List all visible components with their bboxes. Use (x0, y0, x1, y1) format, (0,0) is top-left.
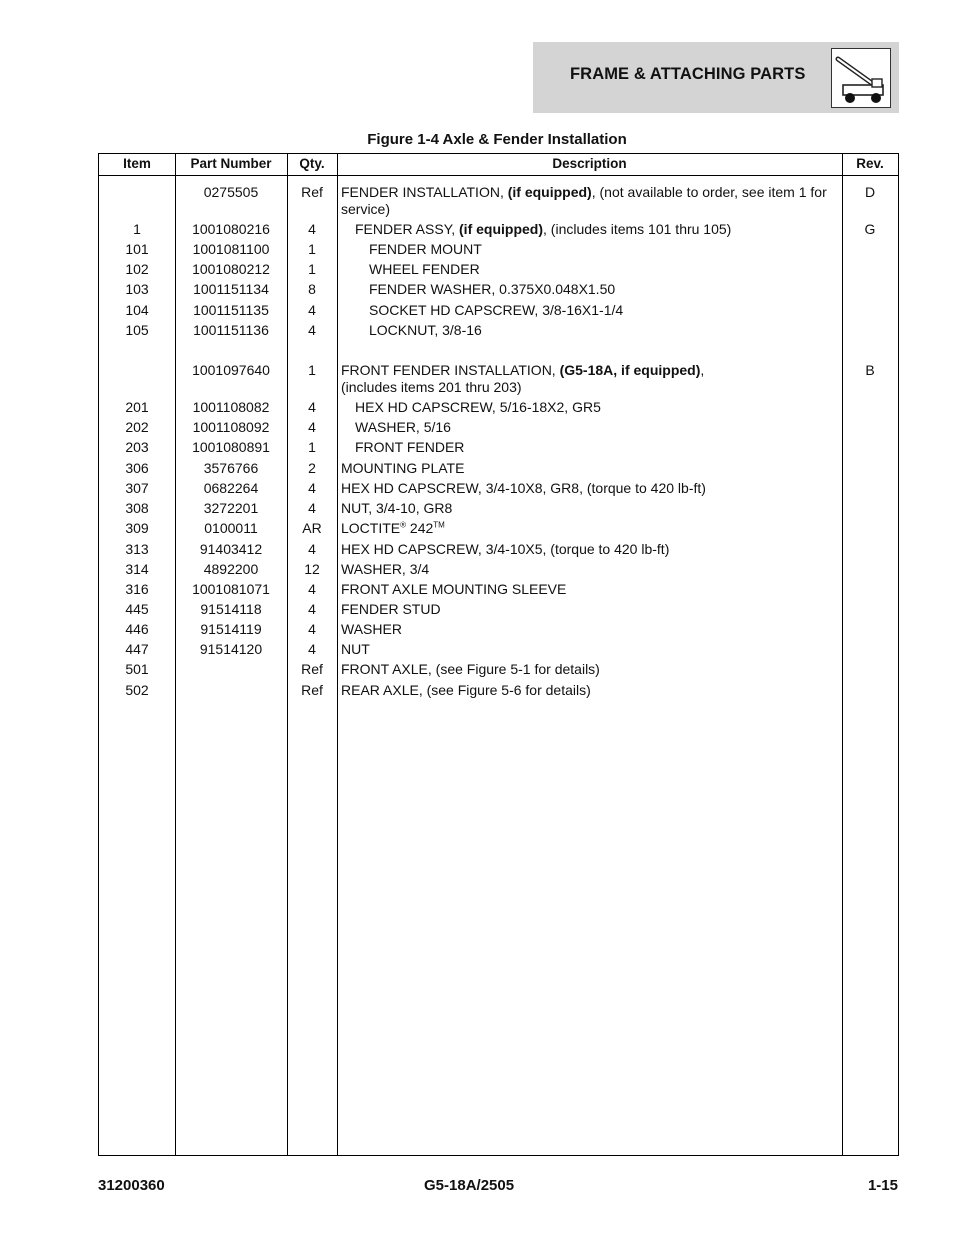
quantity: 1 (308, 261, 316, 277)
quantity: 4 (308, 581, 316, 597)
part-number: 1001108082 (192, 399, 270, 415)
part-number: 1001151136 (193, 322, 269, 338)
description-segment: SOCKET HD CAPSCREW, 3/8-16X1-1/4 (369, 302, 624, 318)
section-title: FRAME & ATTACHING PARTS (570, 65, 806, 83)
part-description (341, 541, 837, 558)
part-description (341, 641, 837, 658)
col-header-qty: Qty. (299, 156, 325, 171)
part-description (341, 439, 837, 456)
part-number: 1001081100 (192, 241, 270, 257)
description-segment: (if equipped) (459, 221, 544, 237)
part-number: 1001097640 (192, 362, 270, 378)
quantity: 4 (308, 322, 316, 338)
description-segment: , (includes items 101 thru 105) (543, 221, 732, 237)
quantity: 4 (308, 601, 316, 617)
part-number: 0682264 (203, 480, 259, 496)
part-description (341, 261, 837, 278)
description-segment: FRONT FENDER (355, 439, 465, 455)
part-number: 0100011 (204, 520, 258, 536)
description-segment: FRONT FENDER INSTALLATION, (341, 362, 560, 378)
item-number: 105 (125, 322, 149, 338)
quantity: Ref (301, 184, 323, 200)
item-number: 104 (125, 302, 149, 318)
part-number: 91514118 (200, 601, 262, 617)
part-number: 91514119 (200, 621, 262, 637)
description-segment: LOCTITE (341, 520, 401, 536)
column-divider (337, 154, 338, 1155)
description-segment: HEX HD CAPSCREW, 3/4-10X5, (torque to 420 lb-ft) (341, 541, 670, 557)
description-segment: FENDER INSTALLATION, (341, 184, 508, 200)
quantity: Ref (301, 682, 323, 698)
item-number: 1 (133, 221, 141, 237)
footer-page-number: 1-15 (867, 1177, 898, 1194)
aerial-lift-machine-icon (831, 48, 891, 108)
part-description (341, 362, 837, 396)
item-number: 308 (125, 500, 149, 516)
quantity: 1 (308, 241, 316, 257)
part-number: 91403412 (199, 541, 263, 557)
col-header-item: Item (123, 156, 151, 171)
description-segment: WASHER, 5/16 (355, 419, 451, 435)
part-description (341, 561, 837, 578)
quantity: Ref (301, 661, 323, 677)
part-number: 1001081071 (192, 581, 270, 597)
part-description (341, 184, 837, 218)
description-segment: TM (433, 520, 445, 530)
item-number: 446 (125, 621, 149, 637)
column-divider (842, 154, 843, 1155)
part-description (341, 581, 837, 598)
part-number: 91514120 (199, 641, 263, 657)
part-description (341, 621, 837, 638)
item-number: 306 (125, 460, 149, 476)
revision: D (864, 184, 876, 200)
description-segment: HEX HD CAPSCREW, 5/16-18X2, GR5 (355, 399, 601, 415)
part-number: 3576766 (203, 460, 259, 476)
item-number: 307 (125, 480, 149, 496)
quantity: 4 (308, 480, 316, 496)
part-description (341, 601, 837, 618)
col-header-part-number: Part Number (190, 156, 272, 171)
description-segment: ® (400, 520, 407, 530)
figure-title: Figure 1-4 Axle & Fender Installation (367, 131, 627, 148)
quantity: 4 (308, 221, 316, 237)
part-description (341, 399, 837, 416)
part-description (341, 500, 837, 517)
col-header-description: Description (552, 156, 627, 171)
description-segment: , (700, 362, 705, 378)
item-number: 201 (125, 399, 149, 415)
part-description (341, 460, 837, 477)
quantity: 1 (308, 439, 316, 455)
part-description (341, 520, 837, 537)
item-number: 445 (125, 601, 149, 617)
description-segment: HEX HD CAPSCREW, 3/4-10X8, GR8, (torque to 420 lb-ft) (341, 480, 706, 496)
part-number: 1001080212 (192, 261, 270, 277)
part-number: 1001151135 (193, 302, 269, 318)
description-segment: , (not available to order, see item 1 for service) (341, 184, 827, 217)
parts-table (98, 153, 899, 1156)
quantity: 12 (304, 561, 320, 577)
part-description (341, 302, 837, 319)
quantity: 1 (308, 362, 316, 378)
item-number: 316 (125, 581, 149, 597)
description-segment: (G5-18A, if equipped) (559, 362, 701, 378)
description-segment: (includes items 201 thru 203) (341, 379, 522, 395)
part-number: 1001080891 (192, 439, 270, 455)
description-segment: WHEEL FENDER (369, 261, 480, 277)
quantity: 4 (308, 621, 316, 637)
quantity: 4 (308, 641, 316, 657)
item-number: 447 (125, 641, 149, 657)
item-number: 314 (125, 561, 149, 577)
revision: G (864, 221, 876, 237)
item-number: 203 (125, 439, 149, 455)
quantity: 4 (308, 541, 316, 557)
footer-model: G5-18A/2505 (424, 1177, 515, 1194)
header-divider (99, 175, 898, 176)
part-description (341, 241, 837, 258)
item-number: 501 (125, 661, 149, 677)
item-number: 313 (125, 541, 149, 557)
part-description (341, 480, 837, 497)
description-segment: FENDER MOUNT (369, 241, 482, 257)
item-number: 101 (125, 241, 149, 257)
quantity: 8 (308, 281, 316, 297)
description-segment: LOCKNUT, 3/8-16 (369, 322, 482, 338)
quantity: 4 (308, 399, 316, 415)
description-segment: NUT (341, 641, 370, 657)
item-number: 309 (125, 520, 149, 536)
quantity: 2 (308, 460, 316, 476)
part-description (341, 281, 837, 298)
quantity: 4 (308, 419, 316, 435)
item-number: 103 (125, 281, 149, 297)
part-number: 1001151134 (193, 281, 269, 297)
description-segment: FENDER STUD (341, 601, 441, 617)
quantity: 4 (308, 302, 316, 318)
description-segment: 242 (406, 520, 434, 536)
description-segment: MOUNTING PLATE (341, 460, 465, 476)
description-segment: FENDER WASHER, 0.375X0.048X1.50 (369, 281, 616, 297)
part-number: 0275505 (203, 184, 259, 200)
part-number: 3272201 (203, 500, 259, 516)
footer-doc-number: 31200360 (98, 1177, 165, 1194)
quantity: 4 (308, 500, 316, 516)
description-segment: WASHER, 3/4 (341, 561, 430, 577)
description-segment: WASHER (341, 621, 402, 637)
part-description (341, 221, 837, 238)
item-number: 502 (125, 682, 149, 698)
col-header-rev: Rev. (856, 156, 884, 171)
part-number: 4892200 (203, 561, 259, 577)
item-number: 102 (125, 261, 149, 277)
part-number: 1001080216 (192, 221, 270, 237)
item-number: 202 (125, 419, 149, 435)
description-segment: FENDER ASSY, (355, 221, 460, 237)
description-segment: (if equipped) (507, 184, 592, 200)
description-segment: REAR AXLE, (see Figure 5-6 for details) (341, 682, 591, 698)
description-segment: FRONT AXLE MOUNTING SLEEVE (341, 581, 567, 597)
part-description (341, 419, 837, 436)
part-description (341, 682, 837, 699)
part-description (341, 661, 837, 678)
revision: B (865, 362, 875, 378)
part-description (341, 322, 837, 339)
description-segment: NUT, 3/4-10, GR8 (341, 500, 453, 516)
part-number: 1001108092 (192, 419, 270, 435)
description-segment: FRONT AXLE, (see Figure 5-1 for details) (341, 661, 600, 677)
quantity: AR (302, 520, 322, 536)
